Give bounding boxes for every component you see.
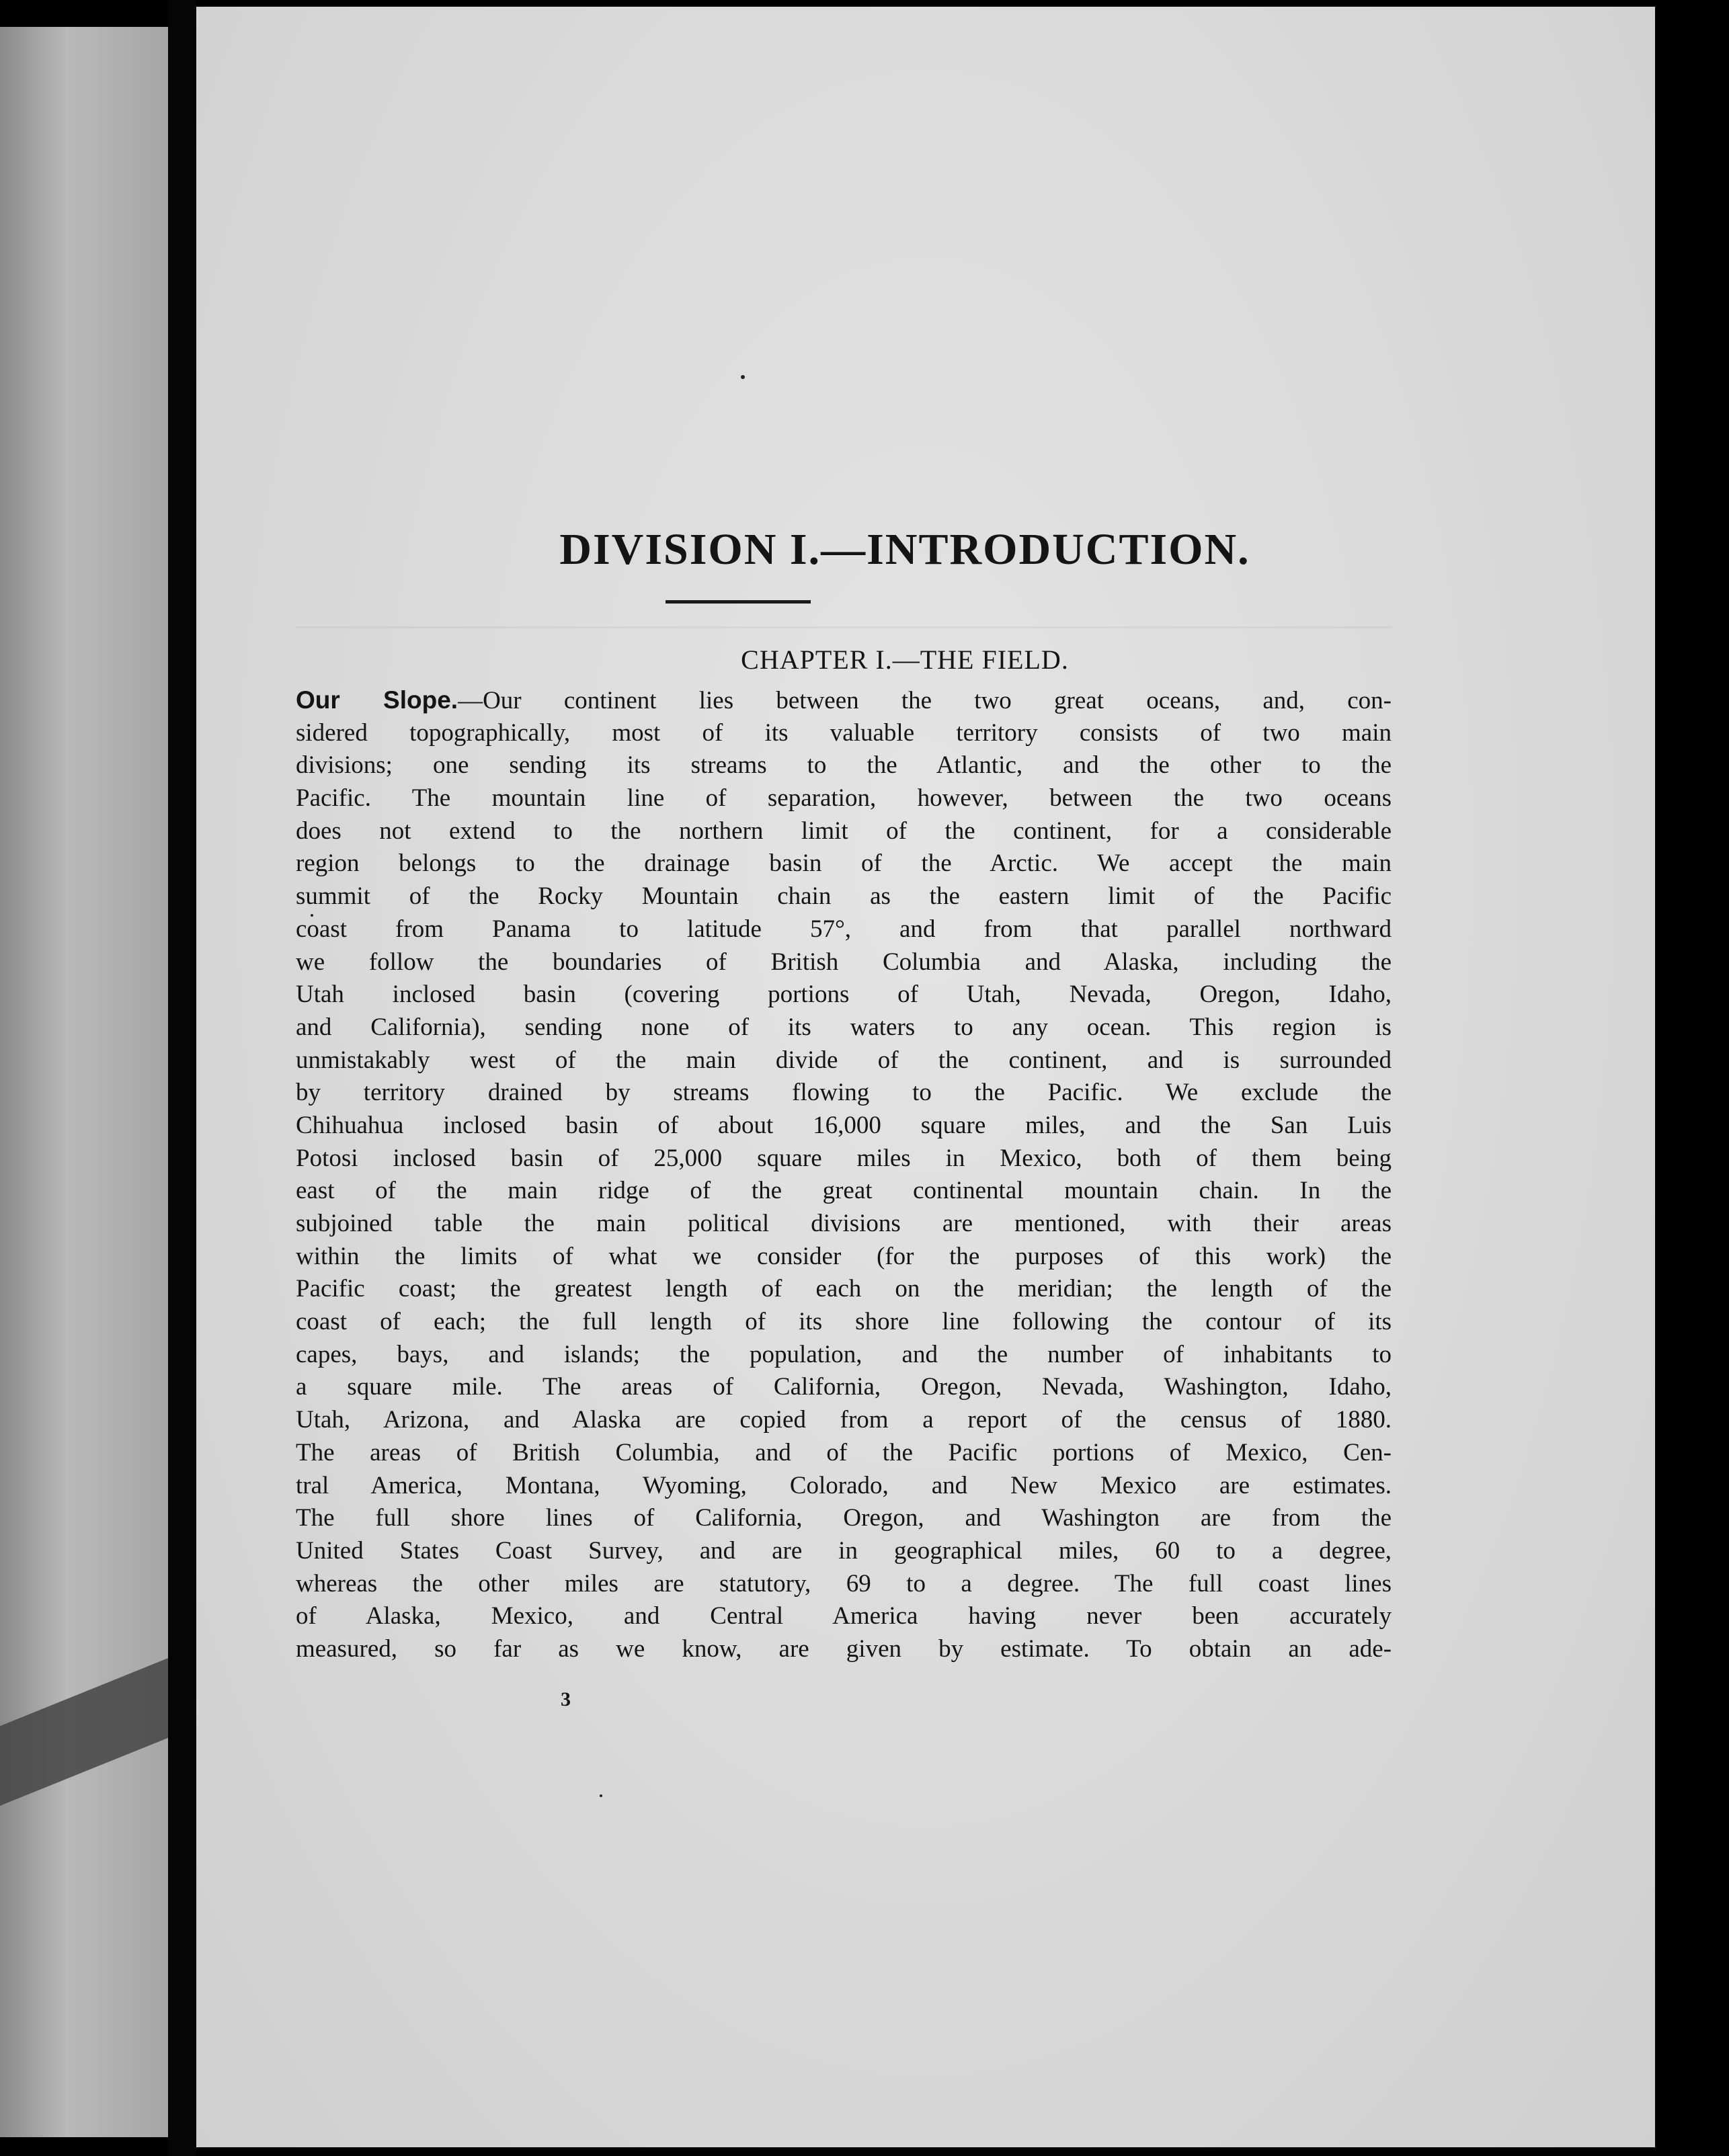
text-line: a square mile. The areas of California, Oregon, Nevada, Washington, Idaho,	[296, 1373, 1392, 1401]
book-gutter	[168, 0, 196, 2156]
ink-speck	[600, 1794, 602, 1797]
text-line: by territory drained by streams flowing to the Pacific. We exclude the	[296, 1079, 1392, 1107]
text-line: The full shore lines of California, Oregon, and Washington are from the	[296, 1504, 1392, 1532]
page-number: 3	[561, 1688, 571, 1710]
text-line: we follow the boundaries of British Columbia and Alaska, including the	[296, 948, 1392, 976]
text-line: of Alaska, Mexico, and Central America having never been accurately	[296, 1602, 1392, 1630]
show-through-rule	[296, 626, 1392, 628]
text-line: coast of each; the full length of its shore line following the contour of its	[296, 1308, 1392, 1336]
division-title: DIVISION I.—INTRODUCTION.	[559, 525, 1250, 574]
text-line: The areas of British Columbia, and of the Pacific portions of Mexico, Cen-	[296, 1438, 1392, 1466]
text-line: Chihuahua inclosed basin of about 16,000 square miles, and the San Luis	[296, 1111, 1392, 1139]
ink-speck	[741, 375, 745, 379]
text-line: and California), sending none of its waters to any ocean. This region is	[296, 1013, 1392, 1041]
text-line: east of the main ridge of the great continental mountain chain. In the	[296, 1177, 1392, 1205]
text-line: Utah, Arizona, and Alaska are copied from a report of the census of 1880.	[296, 1406, 1392, 1434]
text-line: tral America, Montana, Wyoming, Colorado, and New Mexico are estimates.	[296, 1471, 1392, 1499]
page-border-right	[1655, 7, 1729, 2156]
text-line: summit of the Rocky Mountain chain as the eastern limit of the Pacific	[296, 882, 1392, 911]
text-line: Our Slope.—Our continent lies between the two great oceans, and, con-	[296, 686, 1392, 714]
previous-page-edge	[0, 27, 168, 2137]
text-line: Pacific. The mountain line of separation, however, between the two oceans	[296, 784, 1392, 813]
text-line: capes, bays, and islands; the population, and the number of inhabitants to	[296, 1340, 1392, 1368]
text-line: region belongs to the drainage basin of the Arctic. We accept the main	[296, 849, 1392, 878]
lead-in: Our Slope.	[296, 686, 458, 714]
text-line: measured, so far as we know, are given by estimate. To obtain an ade-	[296, 1634, 1392, 1663]
title-rule	[666, 600, 811, 604]
text-line: whereas the other miles are statutory, 69 to a degree. The full coast lines	[296, 1569, 1392, 1598]
chapter-title: CHAPTER I.—THE FIELD.	[741, 645, 1069, 675]
text-line: unmistakably west of the main divide of the continent, and is surrounded	[296, 1046, 1392, 1074]
text-line: does not extend to the northern limit of the continent, for a considerable	[296, 817, 1392, 845]
text-line: divisions; one sending its streams to the Atlantic, and the other to the	[296, 751, 1392, 780]
text-line: subjoined table the main political divisions are mentioned, with their areas	[296, 1210, 1392, 1237]
text-line: Pacific coast; the greatest length of each on the meridian; the length of the	[296, 1275, 1392, 1303]
text-line: coast from Panama to latitude 57°, and from that parallel northward	[296, 915, 1392, 943]
body-paragraph	[296, 684, 1392, 1666]
text-line: sidered topographically, most of its valuable territory consists of two main	[296, 718, 1392, 747]
text-line: Utah inclosed basin (covering portions of Utah, Nevada, Oregon, Idaho,	[296, 981, 1392, 1009]
text-line: Potosi inclosed basin of 25,000 square miles in Mexico, both of them being	[296, 1144, 1392, 1172]
text-line: within the limits of what we consider (for the purposes of this work) the	[296, 1242, 1392, 1270]
text-line: United States Coast Survey, and are in geographical miles, 60 to a degree,	[296, 1536, 1392, 1565]
